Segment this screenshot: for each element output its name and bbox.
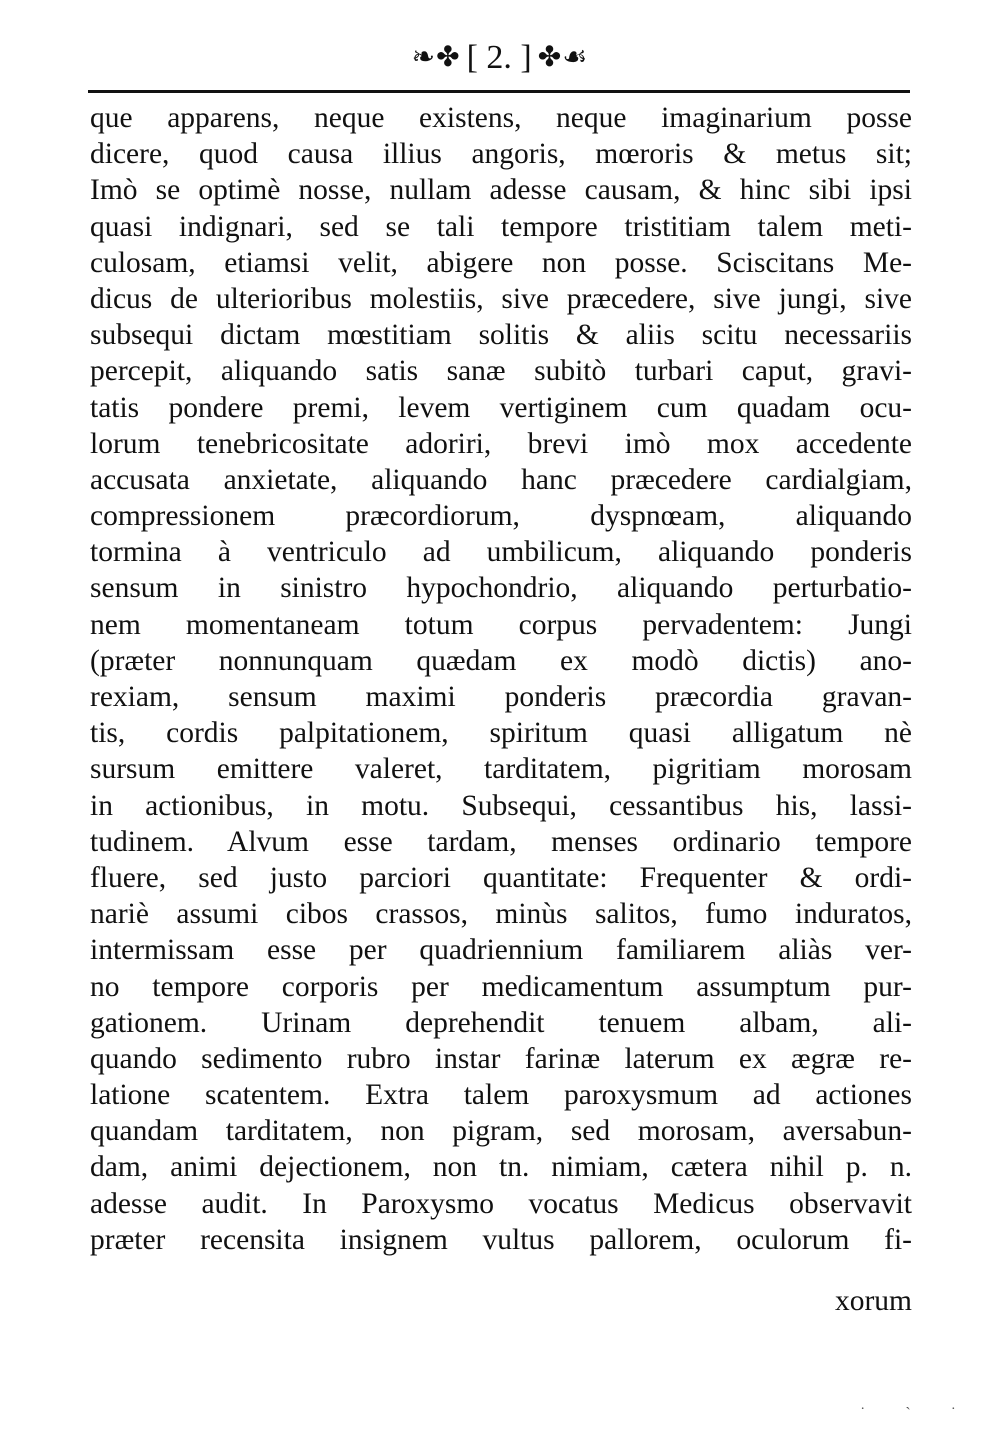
page-number: [ 2. ]	[466, 39, 532, 76]
text-line: quando sedimento rubro instar farinæ laterum ex ægræ re-	[90, 1042, 912, 1075]
text-line: tatis pondere premi, levem vertiginem cum quadam ocu-	[90, 391, 912, 424]
text-line: subsequi dictam mœstitiam solitis & aliis scitu necessariis	[90, 319, 912, 352]
text-line: dicere, quod causa illius angoris, mœroris & metus sit;	[90, 138, 912, 171]
text-line: no tempore corporis per medicamentum assumptum pur-	[90, 970, 912, 1003]
text-line: sensum in sinistro hypochondrio, aliquando perturbatio-	[90, 572, 912, 605]
body-text	[90, 100, 912, 1258]
text-line: dicus de ulterioribus molestiis, sive præcedere, sive jungi, sive	[90, 282, 912, 315]
text-line: quandam tarditatem, non pigram, sed morosam, aversabun-	[90, 1115, 912, 1148]
text-line: que apparens, neque existens, neque imaginarium posse	[90, 102, 912, 134]
text-line: nem momentaneam totum corpus pervadentem: Jungi	[90, 608, 912, 641]
text-line: tis, cordis palpitationem, spiritum quasi alligatum nè	[90, 717, 912, 750]
text-line: accusata anxietate, aliquando hanc præcedere cardialgiam,	[90, 463, 912, 496]
text-line: culosam, etiamsi velit, abigere non posse. Sciscitans Me-	[90, 246, 912, 279]
text-line: percepit, aliquando satis sanæ subitò turbari caput, gravi-	[90, 355, 912, 388]
text-line: intermissam esse per quadriennium familiarem aliàs ver-	[90, 934, 912, 967]
catchword: xorum	[834, 1285, 912, 1317]
running-header	[0, 38, 1000, 78]
text-line: sursum emittere valeret, tarditatem, pigritiam morosam	[90, 753, 912, 786]
text-line: lorum tenebricositate adoriri, brevi imò mox accedente	[90, 427, 912, 460]
text-line: compressionem præcordiorum, dyspnœam, aliquando	[90, 500, 912, 533]
text-line: Imò se optimè nosse, nullam adesse causam, & hinc sibi ipsi	[90, 174, 912, 207]
text-line: nariè assumi cibos crassos, minùs salitos, fumo induratos,	[90, 898, 912, 931]
header-rule	[88, 90, 910, 93]
text-line: tormina à ventriculo ad umbilicum, aliquando ponderis	[90, 536, 912, 569]
left-ornament: ❧✤	[411, 42, 461, 73]
text-line: rexiam, sensum maximi ponderis præcordia gravan-	[90, 681, 912, 713]
text-line: præter recensita insignem vultus pallorem, oculorum fi-	[90, 1223, 912, 1256]
text-line: tudinem. Alvum esse tardam, menses ordinario tempore	[90, 825, 912, 858]
text-line: gationem. Urinam deprehendit tenuem albam, ali-	[90, 1006, 912, 1039]
print-specks: ˙ ˋ ˙	[860, 1405, 974, 1422]
text-line: adesse audit. In Paroxysmo vocatus Medicus observavit	[90, 1187, 912, 1220]
text-line: latione scatentem. Extra talem paroxysmum ad actiones	[90, 1079, 912, 1112]
text-line: in actionibus, in motu. Subsequi, cessantibus his, lassi-	[90, 789, 912, 822]
text-line: (præter nonnunquam quædam ex modò dictis) ano-	[90, 644, 912, 677]
right-ornament: ✤☙	[537, 42, 589, 73]
text-line: dam, animi dejectionem, non tn. nimiam, cætera nihil p. n.	[90, 1151, 912, 1184]
text-line: fluere, sed justo parciori quantitate: Frequenter & ordi-	[90, 861, 912, 894]
text-line: quasi indignari, sed se tali tempore tristitiam talem meti-	[90, 210, 912, 243]
